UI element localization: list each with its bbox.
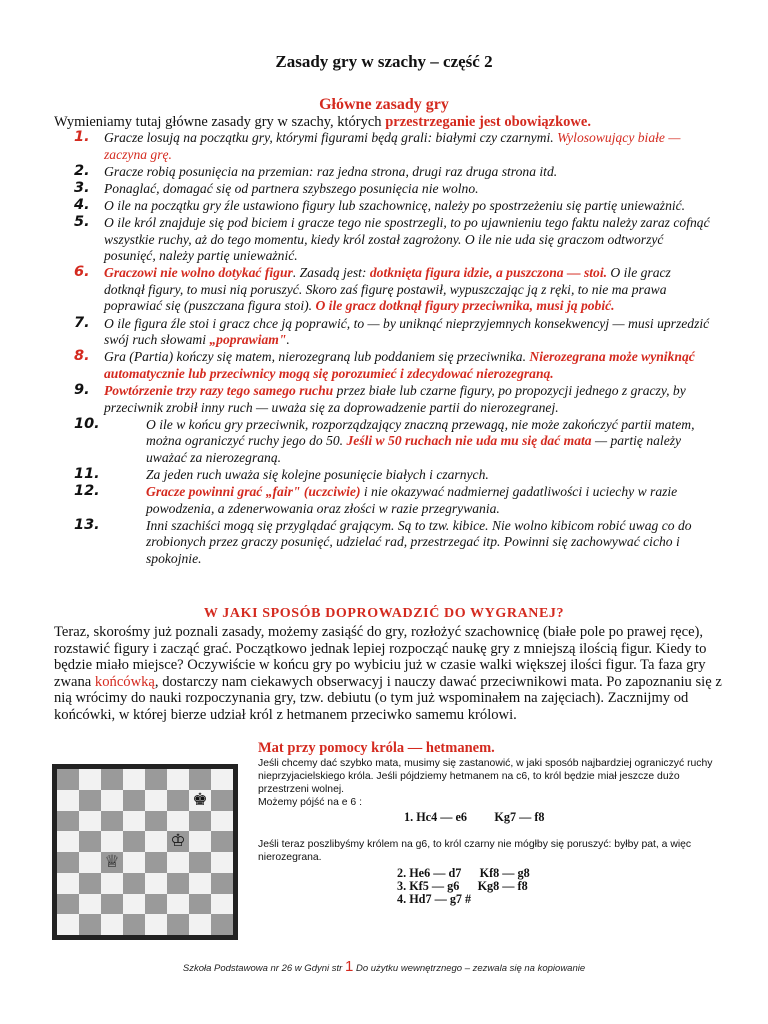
board-square-c8 (101, 769, 123, 790)
board-square-b2 (79, 894, 101, 915)
rule-text: O ile gracz dotknął figury, to musi nią poruszyć. Skoro zaś figurę postawił, wypuszczając ją z ręki, to nie ma prawa poprawiać się (puszczana figura stoi). (104, 265, 671, 314)
board-square-a4 (57, 852, 79, 873)
move-line-1: 1. Hc4 — e6 Kg7 — f8 (404, 810, 545, 824)
rule-text: Nierozegrana może wyniknąć automatycznie lub przeciwnicy mogą się porozumieć i zdecydować nierozegraną. (104, 349, 695, 381)
board-square-a5 (57, 831, 79, 852)
board-square-h4 (211, 852, 233, 873)
board-square-f1 (167, 914, 189, 935)
board-square-e3 (145, 873, 167, 894)
mate-text-3: Jeśli teraz poszlibyśmy królem na g6, to król czarny nie mógłby się poruszyć: byłby pat, a więc nierozegrana. (258, 839, 692, 863)
mate-text-1: Jeśli chcemy dać szybko mata, musimy się zastanowić, w jaki sposób najbardziej ograniczyć ruchy nieprzyjacielskiego króla. Jeśli pójdziemy hetmanem na c6, to król będzie miał jeszcze dużo przestrzeni wolnej. (258, 758, 713, 795)
board-square-g8 (189, 769, 211, 790)
rule-number: 2. (74, 162, 90, 179)
rule-number: 8. (74, 348, 90, 365)
how-to-win-paragraph (54, 624, 724, 724)
white-king-icon: ♔ (170, 831, 186, 852)
rule-text: Za jeden ruch uważa się kolejne posunięcie białych i czarnych. (146, 466, 489, 482)
board-square-h2 (211, 894, 233, 915)
rule-text: O ile na początku gry źle ustawiono figury lub szachownicę, należy po spostrzeżeniu się partię unieważnić. (104, 197, 686, 213)
mate-text-2: Możemy pójść na e 6 : (258, 797, 362, 808)
mate-explanation (258, 757, 730, 906)
rule-text: Gracze losują na początku gry, którymi figurami będą grali: białymi czy czarnymi. (104, 130, 558, 145)
board-square-c3 (101, 873, 123, 894)
board-square-g1 (189, 914, 211, 935)
rule-text: O ile figura źle stoi i gracz chce ją poprawić, to — by uniknąć nieprzyjemnych konsekwencyj — musi uprzedzić swój ruch słowami (104, 315, 710, 348)
board-square-g3 (189, 873, 211, 894)
board-square-h7 (211, 790, 233, 811)
rules-list (74, 130, 714, 568)
move-line-4: 4. Hd7 — g7 # (397, 892, 472, 906)
rule-item (74, 164, 714, 181)
board-square-a8 (57, 769, 79, 790)
board-square-b8 (79, 769, 101, 790)
board-square-e1 (145, 914, 167, 935)
board-square-b3 (79, 873, 101, 894)
board-square-e2 (145, 894, 167, 915)
rule-item (74, 181, 714, 198)
board-square-a7 (57, 790, 79, 811)
rule-number: 1. (74, 129, 90, 145)
board-square-g4 (189, 852, 211, 873)
paragraph-text-2: , dostarczy nam ciekawych obserwacyj i nauczy dawać przeciwnikowi mata. Po zapoznaniu się z nią wrócimy do nauki rozpoczynania gry, tzw. debiutu (o tym już wspominałem na zajęciach). Zacznijmy od końcówki, w której bierze udział król z hetmanem przeciwko samemu królowi. (54, 673, 722, 723)
rule-text: O ile gracz dotknął figury przeciwnika, musi ją pobić. (315, 298, 615, 314)
rule-number: 11. (74, 465, 100, 482)
rule-item (74, 198, 714, 215)
section-heading-main-rules: Główne zasady gry (319, 96, 449, 113)
rule-item (74, 265, 714, 315)
board-square-e7 (145, 790, 167, 811)
rule-item (74, 467, 714, 484)
board-square-g7 (189, 790, 211, 811)
rule-number: 7. (74, 314, 90, 331)
rule-item (74, 518, 714, 568)
board-square-d3 (123, 873, 145, 894)
rule-text: i nie okazywać nadmiernej gadatliwości i uciechy w razie powodzenia, a zdenerwowania oraz złości w razie przegrywania. (146, 483, 678, 516)
chessboard-diagram (52, 764, 238, 940)
rule-item (74, 215, 714, 265)
board-square-c2 (101, 894, 123, 915)
page-title: Zasady gry w szachy – część 2 (275, 52, 493, 71)
rule-text: Graczowi nie wolno dotykać figur (104, 265, 293, 281)
board-square-f6 (167, 811, 189, 832)
board-square-d8 (123, 769, 145, 790)
footer-note: Do użytku wewnętrznego – zezwala się na kopiowanie (353, 963, 586, 974)
board-square-f4 (167, 852, 189, 873)
intro-text-highlight: przestrzeganie jest obowiązkowe. (385, 114, 591, 130)
board-square-c5 (101, 831, 123, 852)
rule-number: 9. (74, 381, 90, 398)
board-square-d1 (123, 914, 145, 935)
rule-text: Powtórzenie trzy razy tego samego ruchu (104, 382, 334, 398)
board-square-b1 (79, 914, 101, 935)
board-square-e4 (145, 852, 167, 873)
board-square-f5 (167, 831, 189, 852)
rule-number: 12. (74, 482, 100, 499)
board-square-d7 (123, 790, 145, 811)
board-square-b4 (79, 852, 101, 873)
paragraph-text-1: Teraz, skorośmy już poznali zasady, możemy zasiąść do gry, rozłożyć szachownicę (białe pole po prawej ręce), rozstawić figury i zacząć grać. Początkowo jednak lepiej rozpocząć naukę gry z mniejszą ilością figur. Kiedy to będzie miało miejsce? Oczywiście w końcu gry po wybiciu już w czasie walki większej ilości figur. Ta faza gry zwana (54, 624, 707, 690)
board-square-f3 (167, 873, 189, 894)
paragraph-highlight-endgame: końcówką (94, 673, 155, 690)
board-square-b5 (79, 831, 101, 852)
rule-text: O ile król znajduje się pod biciem i gracze tego nie spostrzegli, to po ujawnieniu tego faktu należy zaraz cofnąć wszystkie ruchy, aż do tego momentu, kiedy król został zagrożony. O ile nie uda się graczom odtworzyć posunięć, należy partię unieważnić. (104, 214, 710, 264)
board-square-e6 (145, 811, 167, 832)
rule-item (74, 349, 714, 382)
board-square-b7 (79, 790, 101, 811)
section-heading-how-to-win: W JAKI SPOSÓB DOPROWADZIĆ DO WYGRANEJ? (203, 606, 565, 621)
page-footer (0, 958, 768, 975)
board-square-d2 (123, 894, 145, 915)
rule-item (74, 130, 714, 163)
board-square-g2 (189, 894, 211, 915)
mate-section-heading: Mat przy pomocy króla — hetmanem. (258, 740, 495, 756)
board-square-a2 (57, 894, 79, 915)
rule-number: 13. (74, 516, 100, 533)
rule-number: 4. (74, 196, 90, 213)
rule-number: 3. (74, 179, 90, 196)
intro-text (54, 114, 734, 130)
board-square-c6 (101, 811, 123, 832)
board-square-g5 (189, 831, 211, 852)
rule-text: Jeśli w 50 ruchach nie uda mu się dać mata (346, 433, 592, 449)
rule-text: „poprawiam" (209, 332, 287, 348)
board-square-a3 (57, 873, 79, 894)
board-square-c1 (101, 914, 123, 935)
rule-text: . Zasadą jest: (292, 265, 370, 281)
rule-item (74, 484, 714, 517)
rule-text: Ponaglać, domagać się od partnera szybszego posunięcia nie wolno. (104, 180, 479, 196)
page-number: 1 (344, 958, 354, 975)
rule-text: Gracze powinni grać „fair" (uczciwie) (146, 483, 361, 499)
board-square-a6 (57, 811, 79, 832)
board-square-h6 (211, 811, 233, 832)
board-square-h8 (211, 769, 233, 790)
board-square-d4 (123, 852, 145, 873)
board-square-f2 (167, 894, 189, 915)
rule-text: Gra (Partia) kończy się matem, nierozegraną lub poddaniem się przeciwnika. (104, 349, 530, 365)
board-square-f7 (167, 790, 189, 811)
board-square-b6 (79, 811, 101, 832)
intro-text-plain: Wymieniamy tutaj główne zasady gry w szachy, których (54, 114, 386, 130)
board-square-d5 (123, 831, 145, 852)
footer-school: Szkoła Podstawowa nr 26 w Gdyni str (182, 963, 345, 974)
rule-text: Wylosowujący białe — zaczyna grę. (104, 130, 681, 162)
board-square-h1 (211, 914, 233, 935)
rule-text: Inni szachiści mogą się przyglądać grającym. Są to tzw. kibice. Nie wolno kibicom robić uwag co do zrobionych przez graczy posunięć, udzielać rad, przestrzegać itp. Powinni się zachowywać cicho i spokojnie. (146, 517, 692, 566)
rule-text: Gracze robią posunięcia na przemian: raz jedna strona, drugi raz druga strona itd. (104, 163, 558, 179)
board-square-e5 (145, 831, 167, 852)
rule-number: 5. (74, 213, 90, 230)
rule-item (74, 383, 714, 416)
board-square-h3 (211, 873, 233, 894)
board-square-e8 (145, 769, 167, 790)
board-square-d6 (123, 811, 145, 832)
rule-text: przez białe lub czarne figury, po propozycji jednego z graczy, by przeciwnik zrobił inny ruch — uważa się za doprowadzenie partii do nierozegranej. (104, 382, 686, 415)
rule-text: . (286, 332, 290, 348)
board-square-c4 (101, 852, 123, 873)
rule-number: 10. (74, 415, 100, 432)
rule-text: O ile w końcu gry przeciwnik, rozporządzający znaczną przewagą, nie może zakończyć partii matem, można ograniczyć ruchy jego do 50. (146, 416, 695, 449)
rule-item (74, 417, 714, 467)
board-square-a1 (57, 914, 79, 935)
chessboard-grid (57, 769, 233, 935)
rule-text: dotknięta figura idzie, a puszczona — stoi. (369, 265, 608, 281)
board-square-f8 (167, 769, 189, 790)
rule-number: 6. (74, 264, 90, 281)
move-line-2: 2. He6 — d7 Kf8 — g8 (397, 866, 530, 880)
board-square-h5 (211, 831, 233, 852)
board-square-g6 (189, 811, 211, 832)
board-square-c7 (101, 790, 123, 811)
black-king-icon: ♚ (192, 789, 208, 810)
rule-item (74, 316, 714, 349)
rule-text: — partię należy uważać za nierozegraną. (146, 433, 682, 465)
white-queen-icon: ♕ (104, 851, 120, 872)
move-line-3: 3. Kf5 — g6 Kg8 — f8 (397, 879, 528, 893)
